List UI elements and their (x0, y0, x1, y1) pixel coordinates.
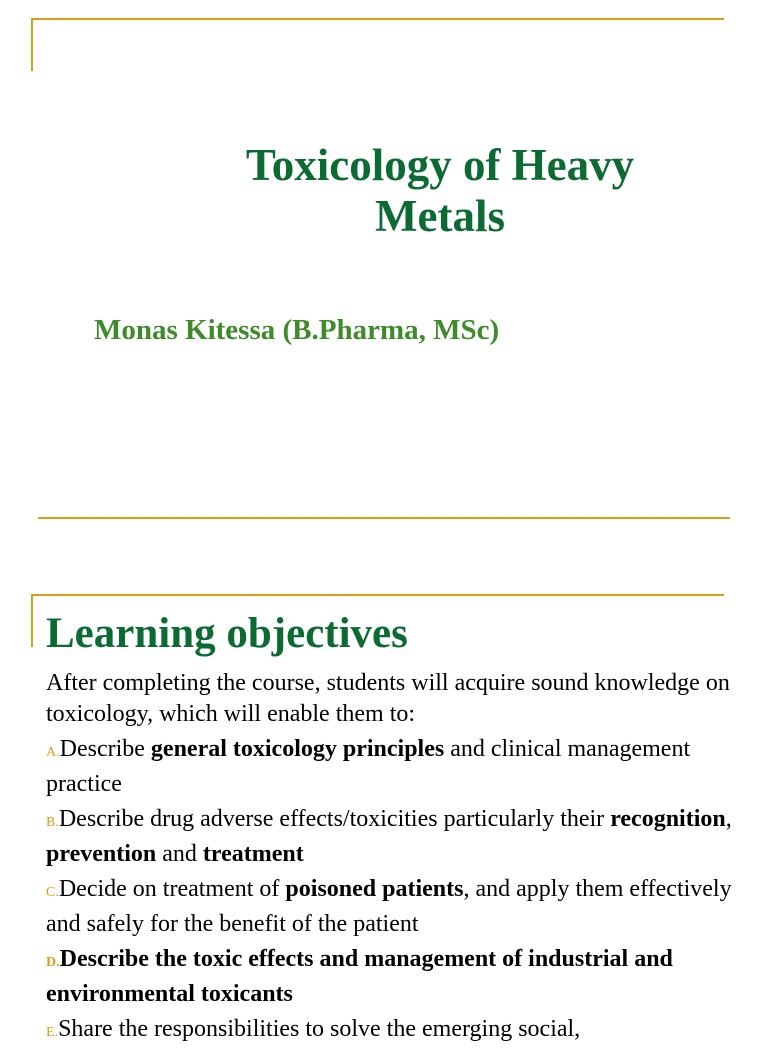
objective-text: Describe (59, 736, 151, 762)
slide2-top-rule (32, 594, 724, 596)
slide-divider (38, 517, 730, 519)
slide-title-line1: Toxicology of Heavy (245, 140, 635, 190)
objectives-intro: After completing the course, students will acquire sound knowledge on toxicology, which will enable them to: (46, 670, 730, 727)
objective-emphasis: prevention (46, 840, 157, 867)
objectives-list (46, 734, 736, 1049)
objective-item (46, 734, 736, 799)
objective-text: Decide on treatment of (58, 876, 286, 902)
objective-marker: E. (46, 1025, 59, 1040)
objective-emphasis: general toxicology principles (150, 736, 445, 762)
objective-item (46, 874, 736, 939)
slide-title-line2: Metals (375, 191, 505, 241)
objective-text: and clinical management practice (46, 736, 691, 797)
objective-emphasis: Describe the toxic effects and management of industrial and environmental toxicants (46, 946, 673, 1007)
objective-text: Describe drug adverse effects/toxicities particularly their (58, 806, 611, 832)
objective-item (46, 944, 736, 1009)
objective-marker: A. (46, 745, 60, 760)
objective-item (46, 804, 736, 869)
objectives-heading: Learning objectives (46, 610, 408, 657)
objectives-body (46, 668, 736, 1054)
objective-text: and (156, 840, 203, 867)
author-line: Monas Kitessa (B.Pharma, MSc) (94, 314, 500, 346)
slide1-left-rule (31, 18, 33, 71)
objective-emphasis: recognition (610, 806, 726, 832)
objective-item (46, 1014, 736, 1049)
objective-emphasis: poisoned patients (285, 876, 464, 902)
objective-text: , (725, 806, 732, 832)
objective-text: Share the responsibilities to solve the emerging social, (58, 1016, 581, 1042)
slide2-left-rule (31, 594, 33, 647)
objective-text: , and apply them effectively and safely for the benefit of the patient (46, 876, 732, 937)
objective-marker: B. (46, 815, 59, 830)
slide1-top-rule (32, 18, 724, 20)
objective-emphasis: treatment (202, 840, 304, 867)
slide-title (120, 140, 760, 242)
objective-marker: C. (46, 885, 59, 900)
objective-marker: D. (46, 955, 60, 970)
